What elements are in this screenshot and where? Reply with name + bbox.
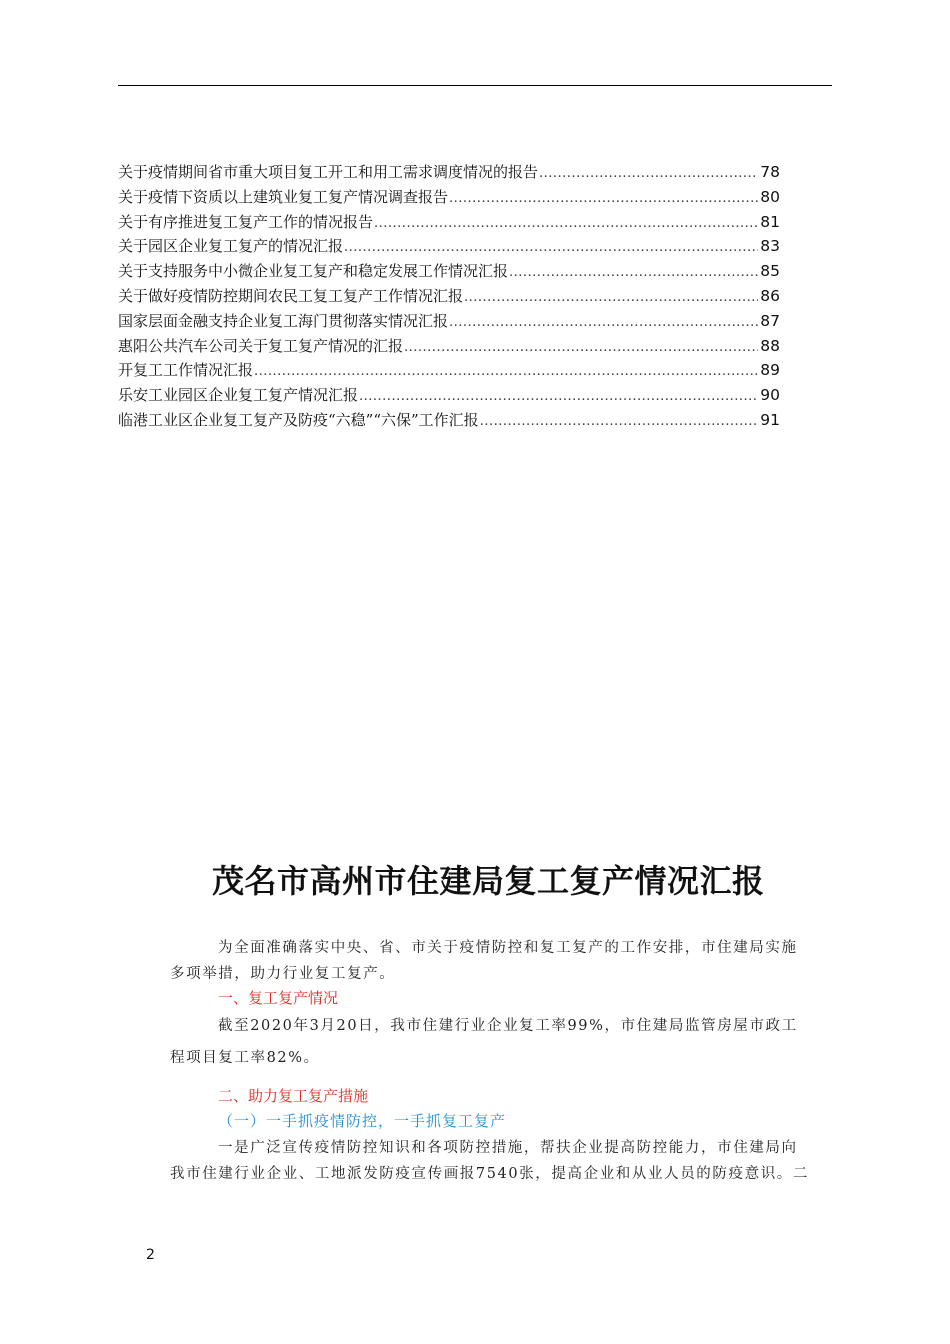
toc-entry[interactable] — [118, 309, 780, 334]
toc-entry-title: 关于有序推进复工复产工作的情况报告 — [118, 212, 374, 231]
section-heading: 二、助力复工复产措施 — [218, 1087, 369, 1105]
toc-entry[interactable] — [118, 234, 780, 259]
toc-entry-page: 81 — [760, 212, 780, 231]
header-rule — [118, 85, 832, 86]
toc-entry-page: 78 — [760, 163, 780, 181]
toc-dot-leader — [253, 360, 758, 385]
subsection-paragraph-line: 一是广泛宣传疫情防控知识和各项防控措施，帮扶企业提高防控能力，市住建局向 — [218, 1140, 798, 1156]
toc-entry-title: 关于园区企业复工复产的情况汇报 — [118, 237, 344, 256]
section-heading: 一、复工复产情况 — [218, 989, 339, 1007]
toc-entry-title: 乐安工业园区企业复工复产情况汇报 — [118, 386, 359, 405]
toc-entry-page: 86 — [760, 286, 780, 305]
page-number: 2 — [146, 1247, 155, 1263]
article-title: 茂名市高州市住建局复工复产情况汇报 — [212, 862, 765, 900]
toc-entry-page: 87 — [760, 311, 780, 330]
toc-dot-leader — [403, 336, 758, 361]
toc-entry-title: 关于疫情下资质以上建筑业复工复产情况调查报告 — [118, 187, 449, 206]
toc-entry[interactable] — [118, 358, 780, 383]
toc-entry[interactable] — [118, 185, 780, 210]
section1-paragraph-line: 程项目复工率82%。 — [170, 1050, 320, 1066]
intro-paragraph-line: 多项举措，助力行业复工复产。 — [170, 966, 396, 982]
toc-entry-title: 国家层面金融支持企业复工海门贯彻落实情况汇报 — [118, 311, 449, 330]
toc-entry[interactable] — [118, 383, 780, 408]
toc-dot-leader — [508, 261, 758, 286]
toc-entry[interactable] — [118, 259, 780, 284]
toc-dot-leader — [448, 311, 758, 336]
toc-entry[interactable] — [118, 210, 780, 235]
toc-entry-title: 惠阳公共汽车公司关于复工复产情况的汇报 — [118, 336, 404, 355]
toc-entry-page: 89 — [760, 361, 780, 380]
table-of-contents — [118, 160, 780, 433]
toc-entry-title: 临港工业区企业复工复产及防疫“六稳”“六保”工作汇报 — [118, 410, 479, 429]
toc-entry[interactable] — [118, 160, 780, 185]
toc-entry[interactable] — [118, 408, 780, 433]
toc-entry-page: 85 — [760, 262, 780, 281]
toc-entry-title: 关于支持服务中小微企业复工复产和稳定发展工作情况汇报 — [118, 262, 509, 281]
toc-entry-title: 开复工工作情况汇报 — [118, 361, 254, 380]
section1-paragraph-line: 截至2020年3月20日，我市住建行业企业复工率99%，市住建局监管房屋市政工 — [218, 1018, 798, 1034]
toc-entry-title: 关于做好疫情防控期间农民工复工复产工作情况汇报 — [118, 286, 464, 305]
toc-dot-leader — [448, 187, 758, 212]
subsection-heading: （一）一手抓疫情防控，一手抓复工复产 — [218, 1112, 507, 1130]
toc-entry-page: 80 — [760, 187, 780, 206]
toc-entry-page: 88 — [760, 336, 780, 355]
toc-entry-title: 关于疫情期间省市重大项目复工开工和用工需求调度情况的报告 — [118, 163, 539, 181]
subsection-paragraph-line: 我市住建行业企业、工地派发防疫宣传画报7540张，提高企业和从业人员的防疫意识。二 — [170, 1166, 809, 1182]
intro-paragraph-line: 为全面准确落实中央、省、市关于疫情防控和复工复产的工作安排，市住建局实施 — [218, 940, 798, 956]
toc-dot-leader — [479, 410, 759, 435]
toc-entry-page: 83 — [760, 237, 780, 256]
toc-entry[interactable] — [118, 334, 780, 359]
toc-dot-leader — [373, 212, 758, 237]
toc-entry-page: 90 — [760, 386, 780, 405]
toc-dot-leader — [538, 162, 758, 187]
toc-entry-page: 91 — [760, 410, 780, 429]
toc-dot-leader — [343, 236, 758, 261]
toc-dot-leader — [358, 385, 758, 410]
toc-dot-leader — [463, 286, 758, 311]
toc-entry[interactable] — [118, 284, 780, 309]
